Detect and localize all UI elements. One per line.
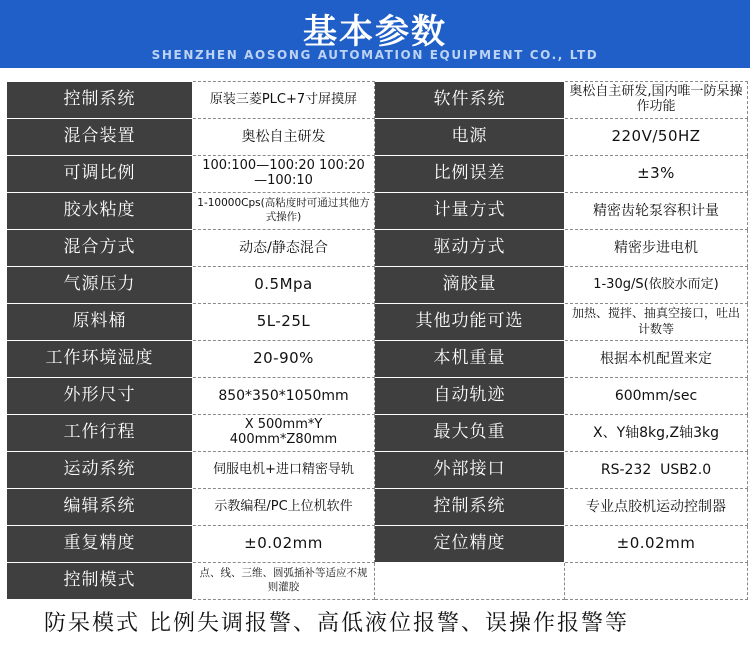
spec-value: 示教编程/PC上位机软件 <box>193 489 375 526</box>
spec-label: 气源压力 <box>7 267 193 304</box>
spec-label: 外形尺寸 <box>7 378 193 415</box>
spec-label: 混合方式 <box>7 230 193 267</box>
spec-label: 重复精度 <box>7 526 193 563</box>
spec-label: 软件系统 <box>375 82 565 119</box>
spec-value: 220V/50HZ <box>565 119 748 156</box>
spec-value: X、Y轴8kg,Z轴3kg <box>565 415 748 452</box>
spec-value-empty <box>565 563 748 600</box>
spec-label: 计量方式 <box>375 193 565 230</box>
spec-value: ±3% <box>565 156 748 193</box>
spec-value: 精密齿轮泵容积计量 <box>565 193 748 230</box>
spec-label: 比例误差 <box>375 156 565 193</box>
spec-value: X 500mm*Y 400mm*Z80mm <box>193 415 375 452</box>
spec-value: 850*350*1050mm <box>193 378 375 415</box>
spec-label: 外部接口 <box>375 452 565 489</box>
spec-value: 0.5Mpa <box>193 267 375 304</box>
spec-label: 原料桶 <box>7 304 193 341</box>
spec-label: 最大负重 <box>375 415 565 452</box>
spec-value: 精密步进电机 <box>565 230 748 267</box>
table-row <box>7 82 748 119</box>
table-row <box>7 563 748 600</box>
page-title: 基本参数 <box>303 12 447 52</box>
table-row <box>7 267 748 304</box>
spec-label: 运动系统 <box>7 452 193 489</box>
spec-value: 原装三菱PLC+7寸屏摸屏 <box>193 82 375 119</box>
spec-value: 加热、搅拌、抽真空接口，吐出计数等 <box>565 304 748 341</box>
spec-value: 根据本机配置来定 <box>565 341 748 378</box>
spec-value: 奥松自主研发,国内唯一防呆操作功能 <box>565 82 748 119</box>
spec-label: 编辑系统 <box>7 489 193 526</box>
spec-table <box>6 81 748 600</box>
spec-value: 20-90% <box>193 341 375 378</box>
table-row <box>7 452 748 489</box>
company-name: SHENZHEN AOSONG AUTOMATION EQUIPMENT CO., LTD <box>151 48 599 62</box>
spec-value: ±0.02mm <box>193 526 375 563</box>
table-row <box>7 378 748 415</box>
spec-label: 自动轨迹 <box>375 378 565 415</box>
spec-label: 工作环境湿度 <box>7 341 193 378</box>
table-row <box>7 156 748 193</box>
spec-label: 胶水粘度 <box>7 193 193 230</box>
table-row <box>7 526 748 563</box>
spec-label: 定位精度 <box>375 526 565 563</box>
spec-label: 控制系统 <box>7 82 193 119</box>
table-row <box>7 304 748 341</box>
table-row <box>7 119 748 156</box>
spec-value: RS-232 USB2.0 <box>565 452 748 489</box>
spec-value: 动态/静态混合 <box>193 230 375 267</box>
table-row <box>7 489 748 526</box>
spec-label-empty <box>375 563 565 600</box>
spec-value: 1-30g/S(依胶水而定) <box>565 267 748 304</box>
spec-value: ±0.02mm <box>565 526 748 563</box>
spec-value: 5L-25L <box>193 304 375 341</box>
spec-label: 混合装置 <box>7 119 193 156</box>
spec-label: 滴胶量 <box>375 267 565 304</box>
spec-value: 600mm/sec <box>565 378 748 415</box>
spec-value: 点、线、三维、圆弧插补等适应不规则灌胶 <box>193 563 375 600</box>
spec-label: 驱动方式 <box>375 230 565 267</box>
spec-label: 工作行程 <box>7 415 193 452</box>
spec-label: 可调比例 <box>7 156 193 193</box>
spec-label: 控制模式 <box>7 563 193 600</box>
table-row <box>7 415 748 452</box>
footer-note: 防呆模式 比例失调报警、高低液位报警、误操作报警等 <box>44 611 629 636</box>
spec-value: 伺服电机+进口精密导轨 <box>193 452 375 489</box>
spec-value: 奥松自主研发 <box>193 119 375 156</box>
spec-value: 专业点胶机运动控制器 <box>565 489 748 526</box>
table-row <box>7 193 748 230</box>
spec-label: 其他功能可选 <box>375 304 565 341</box>
spec-value: 100:100—100:20 100:20—100:10 <box>193 156 375 193</box>
table-row <box>7 230 748 267</box>
spec-label: 电源 <box>375 119 565 156</box>
table-row <box>7 341 748 378</box>
header-banner <box>0 0 750 68</box>
spec-label: 控制系统 <box>375 489 565 526</box>
spec-value: 1-10000Cps(高粘度时可通过其他方式操作) <box>193 193 375 230</box>
spec-label: 本机重量 <box>375 341 565 378</box>
